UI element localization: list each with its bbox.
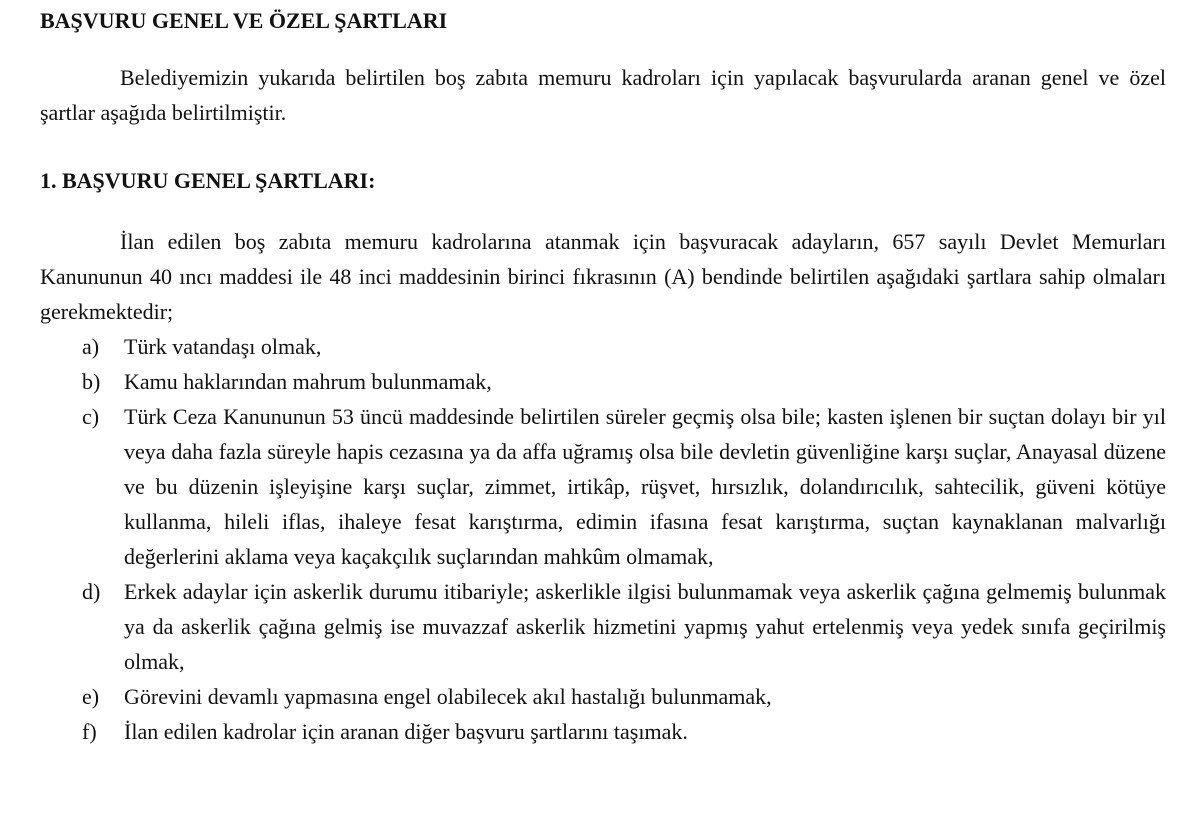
requirements-list bbox=[40, 329, 1166, 749]
document-title: BAŞVURU GENEL VE ÖZEL ŞARTLARI bbox=[40, 8, 448, 33]
list-marker: f) bbox=[82, 719, 97, 744]
list-item bbox=[40, 329, 1166, 364]
intro-paragraph: Belediyemizin yukarıda belirtilen boş zabıta memuru kadroları için yapılacak başvurularda aranan genel ve özel şartlar aşağıda belirtilmiştir. bbox=[40, 65, 1166, 125]
list-marker: a) bbox=[82, 334, 100, 359]
list-item-text: Görevini devamlı yapmasına engel olabilecek akıl hastalığı bulunmamak, bbox=[124, 684, 772, 709]
section-paragraph: İlan edilen boş zabıta memuru kadrolarına atanmak için başvuracak adayların, 657 sayılı Devlet Memurları Kanununun 40 ıncı maddesi ile 48 inci maddesinin birinci fıkrasının (A) bendinde belirtilen aşağıdaki şartlara sahip olmaları gerekmektedir; bbox=[40, 229, 1166, 324]
list-marker: e) bbox=[82, 684, 100, 709]
list-item bbox=[40, 399, 1166, 574]
list-item-text: Erkek adaylar için askerlik durumu itibariyle; askerlikle ilgisi bulunmamak veya askerlik çağına gelmemiş bulunmak ya da askerlik çağına gelmiş ise muvazzaf askerlik hizmetini yapmış yahut ertelenmiş veya yedek sınıfa geçirilmiş olmak, bbox=[124, 579, 1166, 674]
list-marker: b) bbox=[82, 369, 101, 394]
section-title: 1. BAŞVURU GENEL ŞARTLARI: bbox=[40, 168, 376, 193]
list-item-text: İlan edilen kadrolar için aranan diğer başvuru şartlarını taşımak. bbox=[124, 719, 688, 744]
list-item bbox=[40, 714, 1166, 749]
list-marker: d) bbox=[82, 579, 101, 604]
list-item bbox=[40, 574, 1166, 679]
list-item bbox=[40, 679, 1166, 714]
list-marker: c) bbox=[82, 404, 100, 429]
list-item-text: Türk vatandaşı olmak, bbox=[124, 334, 322, 359]
list-item-text: Kamu haklarından mahrum bulunmamak, bbox=[124, 369, 492, 394]
list-item bbox=[40, 364, 1166, 399]
list-item-text: Türk Ceza Kanununun 53 üncü maddesinde belirtilen süreler geçmiş olsa bile; kasten işlenen bir suçtan dolayı bir yıl veya daha fazla süreyle hapis cezasına ya da affa uğramış olsa bile devletin güvenliğine karşı suçlar, Anayasal düzene ve bu düzenin işleyişine karşı suçlar, zimmet, irtikâp, rüşvet, hırsızlık, dolandırıcılık, sahtecilik, güveni kötüye kullanma, hileli iflas, ihaleye fesat karıştırma, edimin ifasına fesat karıştırma, suçtan kaynaklanan malvarlığı değerlerini aklama veya kaçakçılık suçlarından mahkûm olmamak, bbox=[124, 404, 1166, 569]
